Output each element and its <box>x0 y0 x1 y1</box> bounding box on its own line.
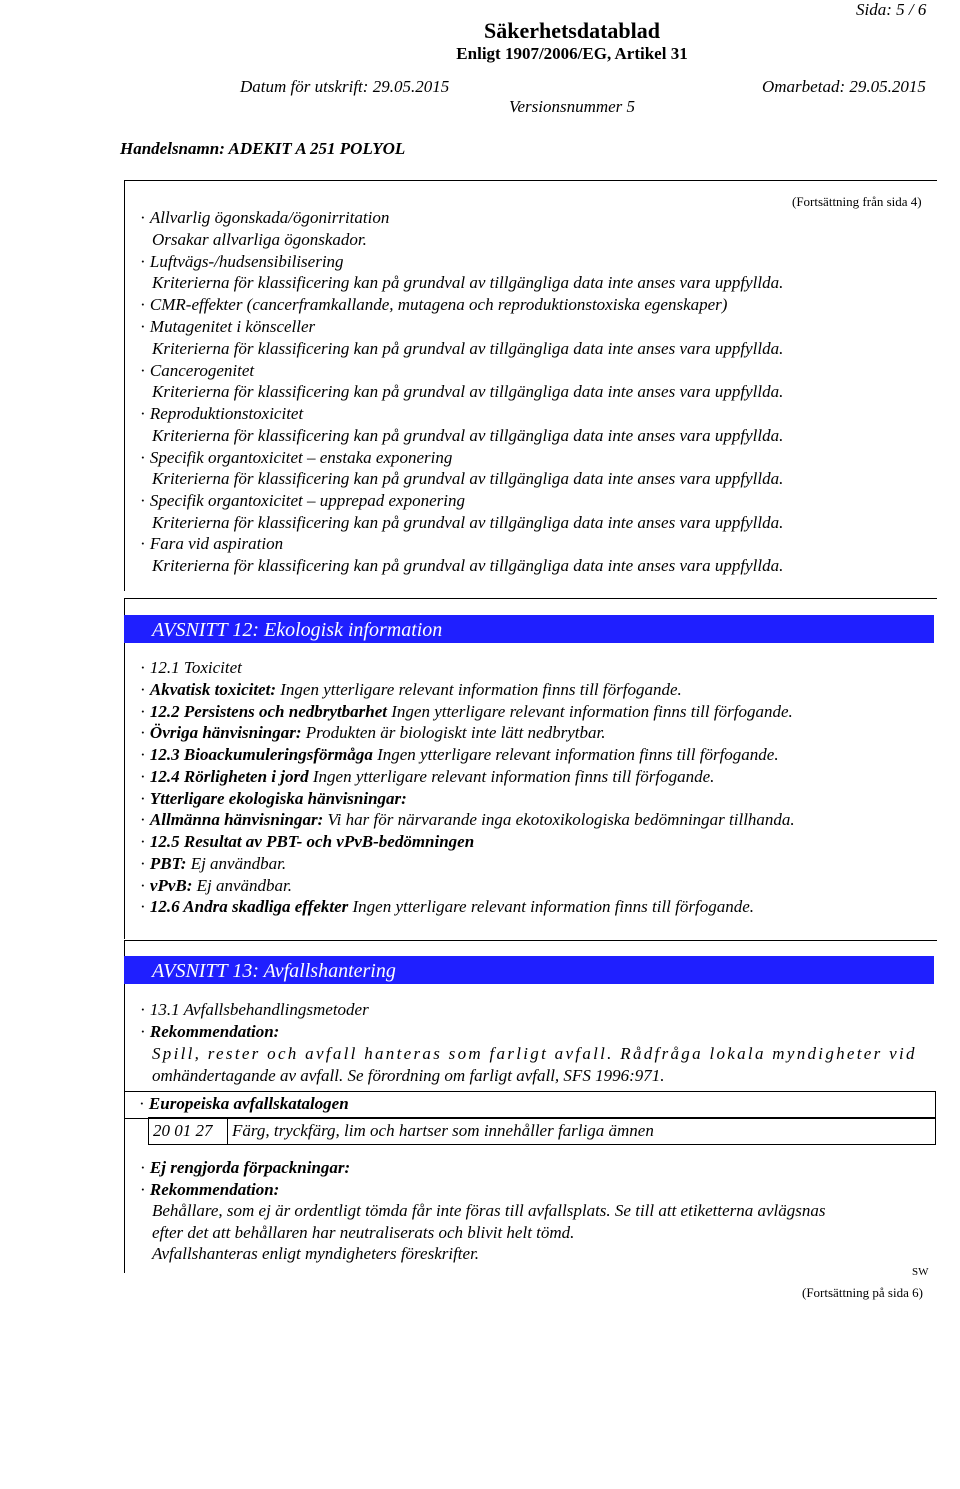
recommendation-2-heading: · Rekommendation: <box>140 1180 279 1200</box>
ewc-label: · Europeiska avfallskatalogen <box>139 1094 349 1114</box>
sensitisation-text: Kriterierna för klassificering kan på grundval av tillgängliga data inte anses vara uppfyllda. <box>152 273 784 292</box>
reproductive-toxicity-label: · Reproduktionstoxicitet <box>140 404 303 424</box>
other-effects-row: · 12.6 Andra skadliga effekter Ingen ytterligare relevant information finns till förfogande. <box>140 897 754 917</box>
recommendation-line-1: Spill, rester och avfall hanteras som farligt avfall. Rådfråga lokala myndigheter vid <box>152 1044 917 1063</box>
continued-from: (Fortsättning från sida 4) <box>792 194 922 209</box>
sensitisation-label: · Luftvägs-/hudsensibilisering <box>140 252 344 272</box>
reproductive-toxicity-text: Kriterierna för klassificering kan på grundval av tillgängliga data inte anses vara uppfyllda. <box>152 426 784 445</box>
language-code: SW <box>912 1266 929 1278</box>
mutagenicity-text: Kriterierna för klassificering kan på grundval av tillgängliga data inte anses vara uppfyllda. <box>152 339 784 358</box>
page-number: Sida: 5 / 6 <box>856 0 927 19</box>
general-notes-row: · Allmänna hänvisningar: Vi har för närvarande inga ekotoxikologiska bedömningar tillhanda. <box>140 810 795 830</box>
recommendation-2-line-3: Avfallshanteras enligt myndigheters föreskrifter. <box>152 1244 480 1263</box>
ewc-header-table <box>124 1091 936 1119</box>
section-12-banner <box>124 615 934 643</box>
revision-date: Omarbetad: 29.05.2015 <box>762 77 926 96</box>
stot-repeated-text: Kriterierna för klassificering kan på grundval av tillgängliga data inte anses vara uppfyllda. <box>152 513 784 532</box>
aquatic-toxicity-row: · Akvatisk toxicitet: Ingen ytterligare relevant information finns till förfogande. <box>140 680 682 700</box>
ewc-desc-cell <box>228 1118 928 1144</box>
mobility-row: · 12.4 Rörligheten i jord Ingen ytterligare relevant information finns till förfogande. <box>140 767 714 787</box>
mutagenicity-label: · Mutagenitet i könsceller <box>140 317 315 337</box>
section-13-title: AVSNITT 13: Avfallshantering <box>152 960 396 982</box>
carcinogenicity-label: · Cancerogenitet <box>140 361 254 381</box>
recommendation-heading: · Rekommendation: <box>140 1022 279 1042</box>
pbt-heading: · 12.5 Resultat av PBT- och vPvB-bedömningen <box>140 832 474 852</box>
section-13-banner <box>124 956 934 984</box>
recommendation-line-2: omhändertagande av avfall. Se förordning om farligt avfall, SFS 1996:971. <box>152 1066 665 1085</box>
continued-on: (Fortsättning på sida 6) <box>802 1285 923 1300</box>
vpvb-row: · vPvB: Ej användbar. <box>140 876 292 896</box>
cmr-label: · CMR-effekter (cancerframkallande, mutagena och reproduktionstoxiska egenskaper) <box>140 295 727 315</box>
aspiration-text: Kriterierna för klassificering kan på grundval av tillgängliga data inte anses vara uppfyllda. <box>152 556 784 575</box>
section-12-title: AVSNITT 12: Ekologisk information <box>152 619 443 641</box>
ewc-description: Färg, tryckfärg, lim och hartser som innehåller farliga ämnen <box>232 1121 654 1140</box>
version-number: Versionsnummer 5 <box>508 97 636 116</box>
carcinogenicity-text: Kriterierna för klassificering kan på grundval av tillgängliga data inte anses vara uppfyllda. <box>152 382 784 401</box>
document-subtitle: Enligt 1907/2006/EG, Artikel 31 <box>456 44 688 63</box>
eye-irritation-text: Orsakar allvarliga ögonskador. <box>152 230 367 249</box>
persistence-row: · 12.2 Persistens och nedbrytbarhet Ingen ytterligare relevant information finns till förfogande. <box>140 702 793 722</box>
print-date: Datum för utskrift: 29.05.2015 <box>240 77 450 96</box>
uncleaned-packaging-heading: · Ej rengjorda förpackningar: <box>140 1158 350 1178</box>
trade-name: Handelsnamn: ADEKIT A 251 POLYOL <box>120 139 406 158</box>
stot-single-text: Kriterierna för klassificering kan på grundval av tillgängliga data inte anses vara uppfyllda. <box>152 469 784 488</box>
stot-repeated-label: · Specifik organtoxicitet – upprepad exponering <box>140 491 465 511</box>
pbt-row: · PBT: Ej användbar. <box>140 854 286 874</box>
aspiration-label: · Fara vid aspiration <box>140 534 283 554</box>
ewc-row <box>148 1117 936 1145</box>
bioaccumulation-row: · 12.3 Bioackumuleringsförmåga Ingen ytterligare relevant information finns till förfogande. <box>140 745 779 765</box>
waste-methods-heading: · 13.1 Avfallsbehandlingsmetoder <box>140 1000 369 1020</box>
ewc-code: 20 01 27 <box>153 1121 213 1140</box>
ewc-code-cell <box>149 1118 228 1144</box>
recommendation-2-line-2: efter det att behållaren har neutraliserats och blivit helt tömd. <box>152 1223 575 1242</box>
eye-irritation-label: · Allvarlig ögonskada/ögonirritation <box>140 208 389 228</box>
other-notes-row: · Övriga hänvisningar: Produkten är biologiskt inte lätt nedbrytbar. <box>140 723 605 743</box>
additional-eco-heading: · Ytterligare ekologiska hänvisningar: <box>140 789 407 809</box>
toxicity-heading: · 12.1 Toxicitet <box>140 658 242 678</box>
recommendation-2-line-1: Behållare, som ej är ordentligt tömda får inte föras till avfallsplats. Se till att etiketterna avlägsnas <box>152 1201 826 1220</box>
document-title: Säkerhetsdatablad <box>483 18 661 43</box>
stot-single-label: · Specifik organtoxicitet – enstaka exponering <box>140 448 452 468</box>
